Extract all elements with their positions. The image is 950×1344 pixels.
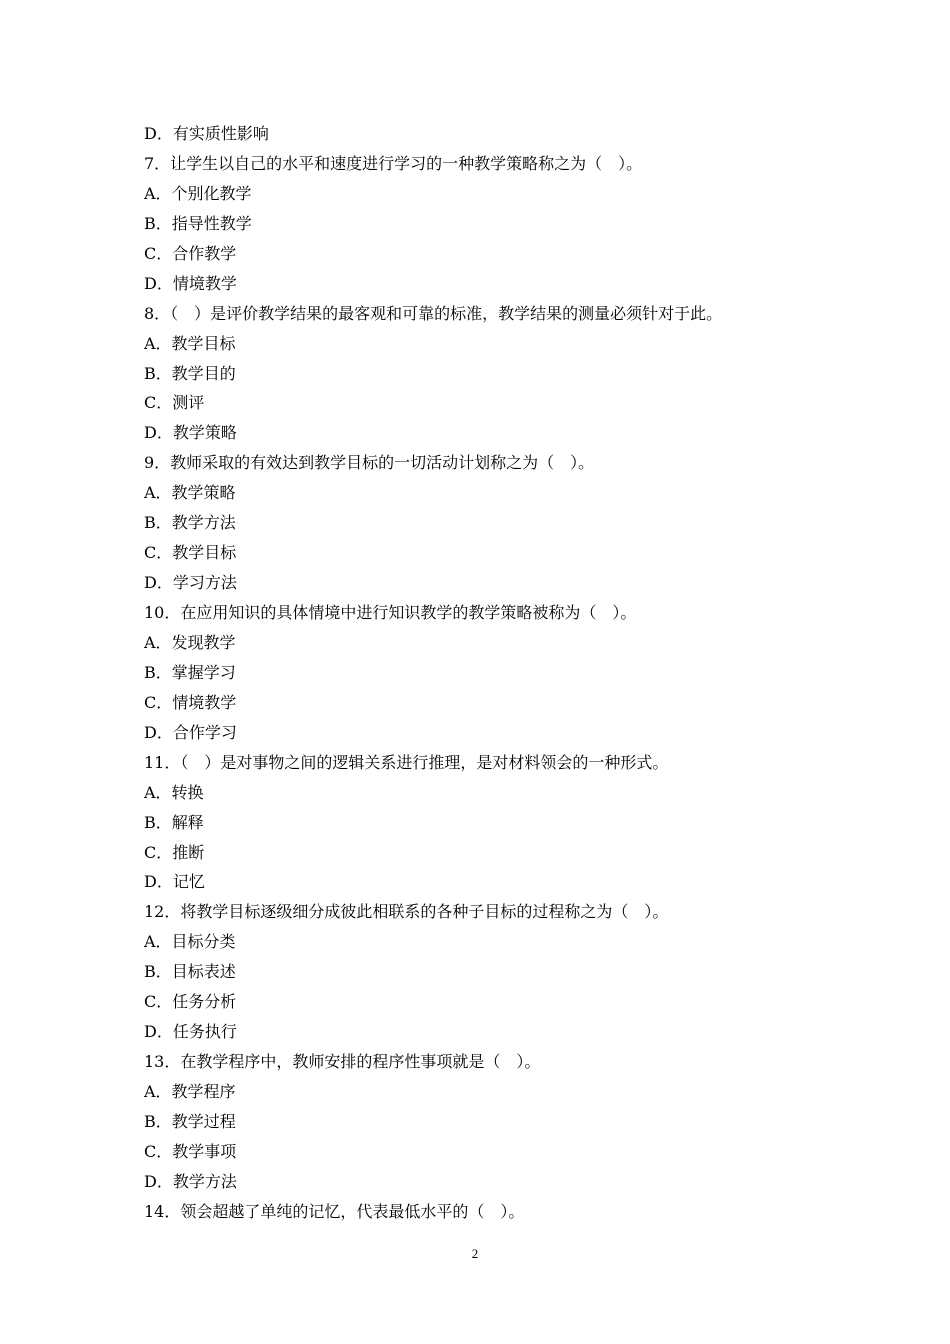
option-a: A．目标分类	[144, 932, 236, 952]
question-11: 11．（ ）是对事物之间的逻辑关系进行推理，是对材料领会的一种形式。	[144, 752, 669, 772]
option-d: D．任务执行	[144, 1022, 237, 1042]
text-line: D．有实质性影响	[144, 124, 269, 143]
option-b: B．指导性教学	[144, 213, 252, 233]
page-number: 2	[471, 1246, 479, 1261]
option-b: B．掌握学习	[144, 662, 236, 682]
option-c: C．教学事项	[144, 1141, 237, 1161]
question-7: 7．让学生以自己的水平和速度进行学习的一种教学策略称之为（ ）。	[144, 153, 643, 173]
question-12: 12．将教学目标逐级细分成彼此相联系的各种子目标的过程称之为（ ）。	[144, 902, 669, 922]
option-a: A．教学策略	[144, 483, 236, 503]
option-a: A．教学程序	[144, 1082, 236, 1101]
option-b: B．解释	[144, 812, 204, 832]
question-9: 9．教师采取的有效达到教学目标的一切活动计划称之为（ ）。	[144, 453, 595, 473]
option-c: C．教学目标	[144, 543, 237, 563]
option-d: D．情境教学	[144, 273, 237, 293]
question-13: 13．在教学程序中，教师安排的程序性事项就是（ ）。	[144, 1052, 541, 1072]
question-8: 8．（ ）是评价教学结果的最客观和可靠的标准，教学结果的测量必须针对于此。	[144, 303, 723, 323]
option-a: A．转换	[144, 782, 204, 802]
option-b: B．目标表述	[144, 962, 236, 982]
question-14: 14．领会超越了单纯的记忆，代表最低水平的（ ）。	[144, 1201, 525, 1221]
option-c: C．情境教学	[144, 692, 237, 712]
option-c: C．推断	[144, 842, 205, 862]
option-c: C．任务分析	[144, 992, 237, 1012]
option-d: D．教学方法	[144, 1171, 237, 1191]
option-b: B．教学方法	[144, 513, 236, 533]
question-10: 10．在应用知识的具体情境中进行知识教学的教学策略被称为（ ）。	[144, 603, 637, 622]
option-a: A．教学目标	[144, 333, 236, 353]
option-d: D．记忆	[144, 872, 205, 892]
option-d: D．教学策略	[144, 423, 237, 443]
option-a: A．发现教学	[144, 632, 236, 652]
document-body	[144, 119, 824, 1227]
option-c: C．合作教学	[144, 243, 237, 263]
option-d: D．学习方法	[144, 573, 237, 593]
option-d: D．合作学习	[144, 722, 237, 742]
option-c: C．测评	[144, 393, 205, 413]
option-b: B．教学目的	[144, 363, 236, 383]
option-a: A．个别化教学	[144, 183, 252, 203]
option-b: B．教学过程	[144, 1111, 236, 1131]
